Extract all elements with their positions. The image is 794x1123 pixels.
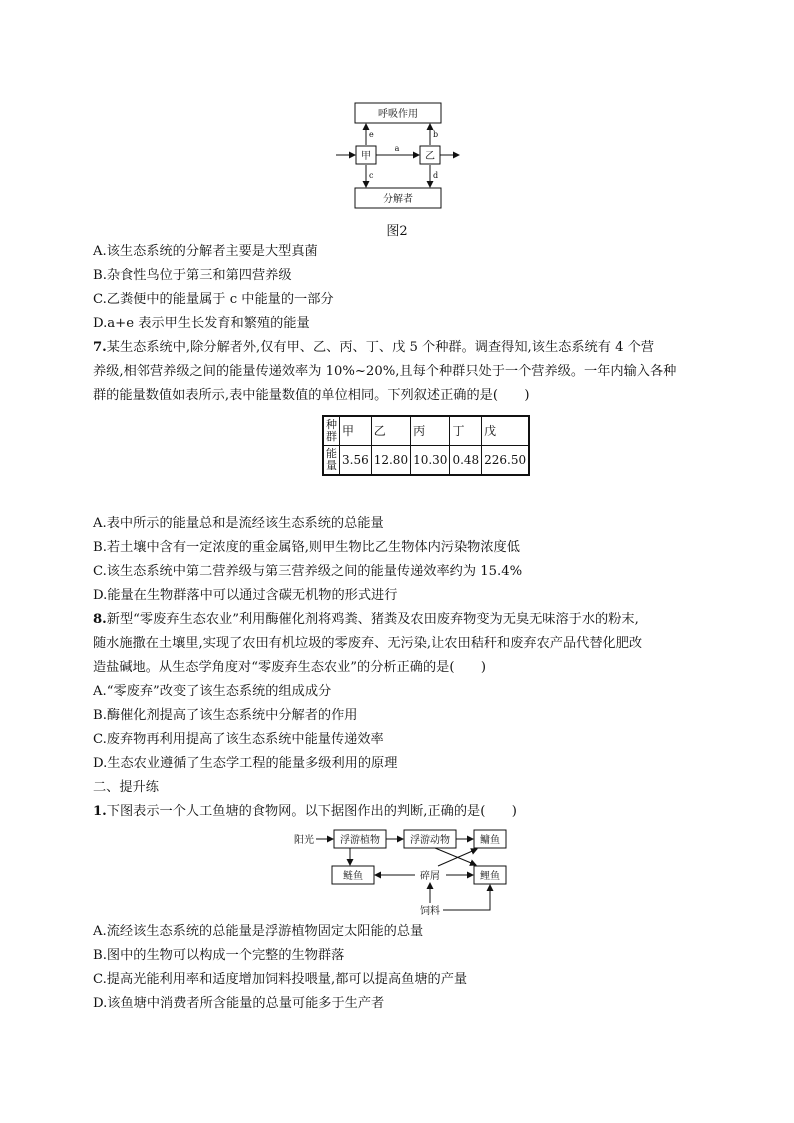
species-row [323,416,529,446]
q7-option-a: A.表中所示的能量总和是流经该生态系统的总能量 [93,516,384,531]
q6-option-c: C.乙粪便中的能量属于 c 中能量的一部分 [93,292,334,307]
q8-stem-line-2: 随水施撒在土壤里,实现了农田有机垃圾的零废弃、无污染,让农田秸秆和废弃农产品代替化肥改 [93,636,643,651]
node-yi-label: 乙 [425,151,435,162]
energy-jia: 3.56 [340,446,372,476]
p1-option-b: B.图中的生物可以构成一个完整的生物群落 [93,948,345,963]
species-wu: 戊 [482,416,530,446]
row-header-energy: 能量 [323,446,340,476]
q8-option-d: D.生态农业遵循了生态学工程的能量多级利用的原理 [93,756,398,771]
arrow-d-label: d [433,171,439,180]
p1-option-d: D.该鱼塘中消费者所含能量的总量可能多于生产者 [93,996,385,1011]
species-jia: 甲 [340,416,372,446]
p1-stem-text: 下图表示一个人工鱼塘的食物网。以下据图作出的判断,正确的是( ) [106,804,517,819]
q8-option-c: C.废弃物再利用提高了该生态系统中能量传递效率 [93,732,384,747]
q7-stem-line-3: 群的能量数值如表所示,表中能量数值的单位相同。下列叙述正确的是( ) [93,388,530,403]
energy-ding: 0.48 [450,446,482,476]
silver-carp-label: 鲢鱼 [343,871,363,882]
detritus-label: 碎屑 [420,871,440,882]
q7-number: 7. [93,340,107,355]
respiration-label: 呼吸作用 [378,109,418,120]
q7-stem-text: 某生态系统中,除分解者外,仅有甲、乙、丙、丁、戊 5 个种群。调查得知,该生态系统有 4 个营 [106,340,655,355]
q7-option-b: B.若土壤中含有一定浓度的重金属铬,则甲生物比乙生物体内污染物浓度低 [93,540,520,555]
energy-bing: 10.30 [411,446,450,476]
species-yi: 乙 [371,416,410,446]
energy-row [323,446,529,476]
bighead-label: 鳙鱼 [480,835,500,846]
arrow-c-label: c [369,171,374,180]
arrow-a-label: a [394,144,400,153]
decomposer-label: 分解者 [383,194,413,205]
carp-label: 鲤鱼 [480,871,500,882]
q7-option-c: C.该生态系统中第二营养级与第三营养级之间的能量传递效率约为 15.4% [93,564,523,579]
q7-option-d: D.能量在生物群落中可以通过含碳无机物的形式进行 [93,588,398,603]
q6-option-b: B.杂食性鸟位于第三和第四营养级 [93,268,292,283]
q8-stem-text: 新型“零废弃生态农业”利用酶催化剂将鸡粪、猪粪及农田废弃物变为无臭无味溶于水的粉末, [106,612,639,627]
node-jia-label: 甲 [361,151,371,162]
p1-option-a: A.流经该生态系统的总能量是浮游植物固定太阳能的总量 [93,924,424,939]
energy-table [322,415,530,476]
q6-option-d: D.a+e 表示甲生长发育和繁殖的能量 [93,316,310,331]
food-web-diagram [280,826,510,918]
energy-yi: 12.80 [371,446,410,476]
sunlight-label: 阳光 [294,835,314,846]
row-header-species: 种群 [323,416,340,446]
section-2-heading: 二、提升练 [93,780,159,795]
energy-wu: 226.50 [482,446,530,476]
q8-stem-line-3: 造盐碱地。从生态学角度对“零废弃生态农业”的分析正确的是( ) [93,660,487,675]
q7-stem-line-2: 养级,相邻营养级之间的能量传递效率为 10%~20%,且每个种群只处于一个营养级。一年内输入各种 [93,364,677,379]
figure-2-diagram [330,98,470,216]
q6-option-a: A.该生态系统的分解者主要是大型真菌 [93,244,318,259]
arrow-e-label: e [369,130,374,139]
phytoplankton-label: 浮游植物 [340,835,380,846]
zooplankton-label: 浮游动物 [410,835,450,846]
q8-option-a: A.“零废弃”改变了该生态系统的组成成分 [93,684,332,699]
q8-number: 8. [93,612,107,627]
figure-2-caption: 图2 [386,224,408,239]
feed-label: 饲料 [420,906,440,917]
species-bing: 丙 [411,416,450,446]
p1-option-c: C.提高光能利用率和适度增加饲料投喂量,都可以提高鱼塘的产量 [93,972,468,987]
p1-stem [93,803,517,821]
p1-number: 1. [93,804,107,819]
species-ding: 丁 [450,416,482,446]
arrow-b-label: b [433,130,439,139]
arrow-zoo-to-carp [435,848,476,865]
arrow-feed-to-carp [443,885,490,910]
q7-stem-line-1 [93,339,654,357]
q8-stem-line-1 [93,611,639,629]
q8-option-b: B.酶催化剂提高了该生态系统中分解者的作用 [93,708,358,723]
